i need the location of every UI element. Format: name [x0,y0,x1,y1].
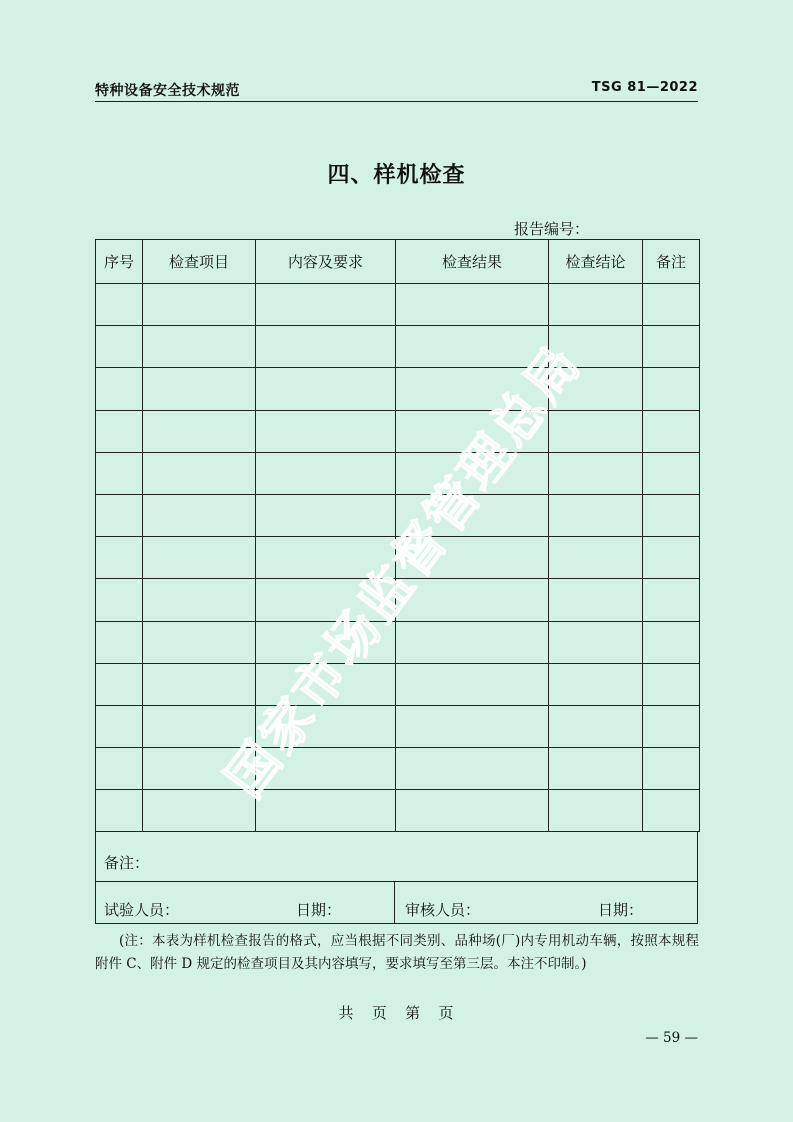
remarks-label: 备注： [104,854,150,872]
table-cell [396,621,549,663]
table-cell [396,705,549,747]
table-cell [549,452,643,494]
col-header-result: 检查结果 [396,240,549,284]
table-cell [643,705,700,747]
col-header-conclusion: 检查结论 [549,240,643,284]
footnote: (注：本表为样机检查报告的格式，应当根据不同类别、品种场(厂)内专用机动车辆，按照本规程附件 C、附件 D 规定的检查项目及其内容填写，要求填写至第三层。本注不印制。) [95,933,699,972]
table-cell [96,663,143,705]
table-cell [643,748,700,790]
page-title: 四、样机检查 [327,163,466,188]
table-cell [143,663,256,705]
table-cell [396,494,549,536]
table-cell [143,748,256,790]
table-cell [143,790,256,832]
table-cell [549,326,643,368]
table-cell [143,494,256,536]
table-cell [143,621,256,663]
table-cell [96,494,143,536]
table-cell [256,748,396,790]
table-cell [643,579,700,621]
table-row [96,748,700,790]
table-row [96,663,700,705]
table-cell [96,326,143,368]
table-row [96,284,700,326]
table-cell [256,494,396,536]
table-cell [396,326,549,368]
table-cell [643,368,700,410]
header-doc-category: 特种设备安全技术规范 [95,83,240,99]
signature-divider [394,882,395,924]
table-row [96,705,700,747]
table-cell [396,368,549,410]
table-cell [256,663,396,705]
table-row [96,326,700,368]
watermark-text: 国家市场监督管理总局 [214,333,594,809]
table-cell [396,748,549,790]
inspection-table [95,239,700,832]
page-number: — 59 — [645,1030,698,1046]
table-cell [643,790,700,832]
table-cell [256,368,396,410]
table-row [96,621,700,663]
col-header-remarks: 备注 [643,240,700,284]
table-cell [643,284,700,326]
table-cell [549,494,643,536]
table-cell [96,410,143,452]
col-header-item: 检查项目 [143,240,256,284]
table-cell [256,284,396,326]
table-cell [549,410,643,452]
table-cell [96,705,143,747]
table-cell [96,452,143,494]
table-cell [143,579,256,621]
reviewer-date-label: 日期： [598,901,644,919]
col-header-serial: 序号 [96,240,143,284]
table-row [96,537,700,579]
table-cell [96,368,143,410]
table-cell [96,621,143,663]
table-cell [549,748,643,790]
table-cell [96,579,143,621]
table-cell [396,790,549,832]
table-cell [643,663,700,705]
table-row [96,790,700,832]
table-cell [549,284,643,326]
table-cell [256,326,396,368]
table-cell [549,663,643,705]
table-row [96,579,700,621]
table-cell [256,790,396,832]
remarks-row [96,832,697,882]
table-row [96,410,700,452]
report-number-label: 报告编号： [514,220,590,238]
table-cell [396,663,549,705]
table-row [96,494,700,536]
table-cell [143,452,256,494]
tester-date-label: 日期： [296,901,342,919]
table-row [96,368,700,410]
table-cell [549,368,643,410]
table-cell [256,410,396,452]
table-cell [549,537,643,579]
table-cell [143,326,256,368]
table-cell [396,284,549,326]
reviewer-label: 审核人员： [405,901,481,919]
table-cell [549,705,643,747]
table-cell [256,537,396,579]
table-cell [549,621,643,663]
page-counter: 共 页 第 页 [338,1004,455,1022]
table-cell [256,579,396,621]
table-cell [143,284,256,326]
table-cell [96,284,143,326]
table-cell [396,410,549,452]
table-cell [549,579,643,621]
table-cell [643,326,700,368]
table-cell [96,748,143,790]
header-rule [95,101,698,102]
table-cell [643,494,700,536]
tester-label: 试验人员： [104,901,180,919]
table-cell [643,452,700,494]
table-cell [143,368,256,410]
table-cell [143,537,256,579]
col-header-requirements: 内容及要求 [256,240,396,284]
table-cell [256,705,396,747]
table-cell [96,537,143,579]
table-cell [143,410,256,452]
table-cell [643,410,700,452]
table-cell [396,452,549,494]
table-cell [643,621,700,663]
remarks-signature-box [95,831,698,924]
table-header-row [96,240,700,284]
table-cell [256,621,396,663]
table-cell [396,537,549,579]
table-cell [143,705,256,747]
table-cell [256,452,396,494]
header-doc-code: TSG 81—2022 [591,80,698,95]
table-cell [643,537,700,579]
table-row [96,452,700,494]
table-cell [96,790,143,832]
table-cell [396,579,549,621]
table-cell [549,790,643,832]
